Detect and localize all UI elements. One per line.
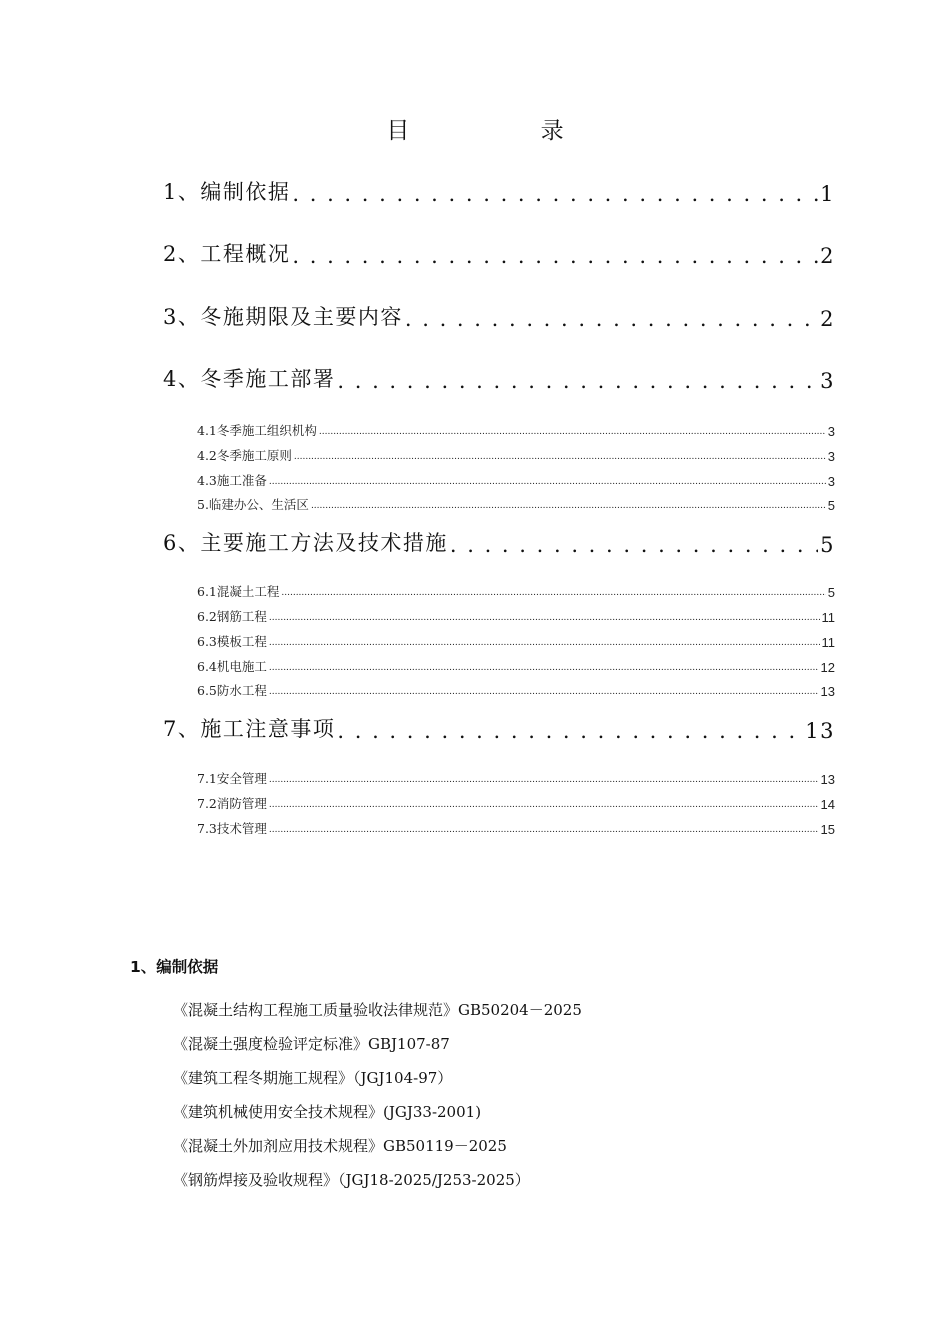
toc-entry-page: 11	[821, 610, 835, 625]
toc-entry-label: 6.1混凝土工程	[197, 584, 280, 599]
toc-leader-dots	[294, 450, 826, 464]
toc-entry-page: 3	[827, 474, 835, 489]
toc-entry-page: 3	[820, 369, 835, 393]
toc-leader-dots	[405, 307, 818, 331]
toc-leader-dots	[450, 533, 818, 557]
toc-entry-label: 2、工程概况	[163, 242, 291, 266]
toc-entry-page: 2	[820, 307, 835, 331]
toc-leader-dots	[337, 719, 803, 743]
toc-leader-dots	[269, 773, 819, 787]
toc-title: 目 录	[386, 118, 626, 144]
toc-entry[interactable]	[163, 178, 835, 206]
toc-entry[interactable]	[163, 529, 835, 557]
toc-subentry[interactable]	[197, 794, 835, 812]
toc-subentry[interactable]	[197, 681, 835, 699]
toc-entry-label: 7、施工注意事项	[163, 717, 336, 741]
toc-entry-page: 13	[820, 772, 835, 787]
toc-entry-label: 6.3模板工程	[197, 634, 267, 649]
toc-entry-page: 12	[820, 660, 835, 675]
toc-entry-label: 6.5防水工程	[197, 683, 267, 698]
toc-subentry[interactable]	[197, 421, 835, 439]
toc-entry-label: 6、主要施工方法及技术措施	[163, 531, 448, 555]
toc-entry-label: 4.3施工准备	[197, 473, 267, 488]
toc-leader-dots	[269, 475, 826, 489]
toc-entry-page: 5	[820, 533, 835, 557]
toc-subentry[interactable]	[197, 495, 835, 513]
toc-entry-label: 4.1冬季施工组织机构	[197, 423, 317, 438]
toc-entry-page: 3	[827, 424, 835, 439]
toc-entry-label: 7.1安全管理	[197, 771, 267, 786]
toc-leader-dots	[269, 798, 819, 812]
toc-leader-dots	[269, 685, 819, 699]
toc-leader-dots	[269, 611, 820, 625]
toc-leader-dots	[311, 499, 826, 513]
toc-leader-dots	[292, 244, 818, 268]
toc-entry-label: 7.2消防管理	[197, 796, 267, 811]
toc-entry[interactable]	[163, 715, 835, 743]
toc-entry-label: 6.4机电施工	[197, 659, 267, 674]
toc-subentry[interactable]	[197, 607, 835, 625]
toc-entry-label: 4、冬季施工部署	[163, 367, 336, 391]
toc-leader-dots	[319, 425, 826, 439]
toc-leader-dots	[292, 182, 818, 206]
toc-entry-page: 1	[820, 182, 835, 206]
reference-list	[173, 996, 582, 1200]
section-heading: 1、编制依据	[130, 958, 219, 976]
toc-entry-label: 3、冬施期限及主要内容	[163, 305, 403, 329]
toc-entry-page: 15	[820, 822, 835, 837]
toc-entry-page: 11	[821, 635, 835, 650]
toc-subentry[interactable]	[197, 632, 835, 650]
reference-item: 《建筑工程冬期施工规程》（JGJ104-97）	[173, 1069, 453, 1087]
toc-leader-dots	[337, 369, 818, 393]
toc-entry-page: 3	[827, 449, 835, 464]
toc-leader-dots	[269, 823, 819, 837]
toc-entry-label: 5.临建办公、生活区	[197, 497, 309, 512]
toc-subentry[interactable]	[197, 657, 835, 675]
reference-item: 《混凝土强度检验评定标准》GBJ107-87	[173, 1035, 450, 1053]
toc-subentry[interactable]	[197, 819, 835, 837]
toc-entry-label: 4.2冬季施工原则	[197, 448, 292, 463]
toc-subentry[interactable]	[197, 471, 835, 489]
toc-entry-label: 7.3技术管理	[197, 821, 267, 836]
toc-entry[interactable]	[163, 240, 835, 268]
reference-item: 《混凝土外加剂应用技术规程》GB50119－2025	[173, 1137, 507, 1155]
toc-entry-label: 1、编制依据	[163, 180, 291, 204]
toc-leader-dots	[281, 586, 825, 600]
reference-item: 《混凝土结构工程施工质量验收法律规范》GB50204－2025	[173, 1001, 582, 1019]
toc-entry-page: 2	[820, 244, 835, 268]
toc-subentry[interactable]	[197, 769, 835, 787]
toc-entry-page: 13	[805, 719, 835, 743]
toc-entry-page: 14	[820, 797, 835, 812]
reference-item: 《钢筋焊接及验收规程》（JGJ18-2025/J253-2025）	[173, 1171, 530, 1189]
toc-subentry[interactable]	[197, 582, 835, 600]
toc-entry[interactable]	[163, 365, 835, 393]
toc-entry-label: 6.2钢筋工程	[197, 609, 267, 624]
toc-entry-page: 5	[827, 498, 835, 513]
toc-entry-page: 13	[820, 684, 835, 699]
toc-leader-dots	[269, 636, 820, 650]
toc-entry[interactable]	[163, 303, 835, 331]
toc-subentry[interactable]	[197, 446, 835, 464]
toc-entry-page: 5	[827, 585, 835, 600]
toc-leader-dots	[269, 661, 819, 675]
reference-item: 《建筑机械使用安全技术规程》(JGJ33-2001)	[173, 1103, 482, 1121]
